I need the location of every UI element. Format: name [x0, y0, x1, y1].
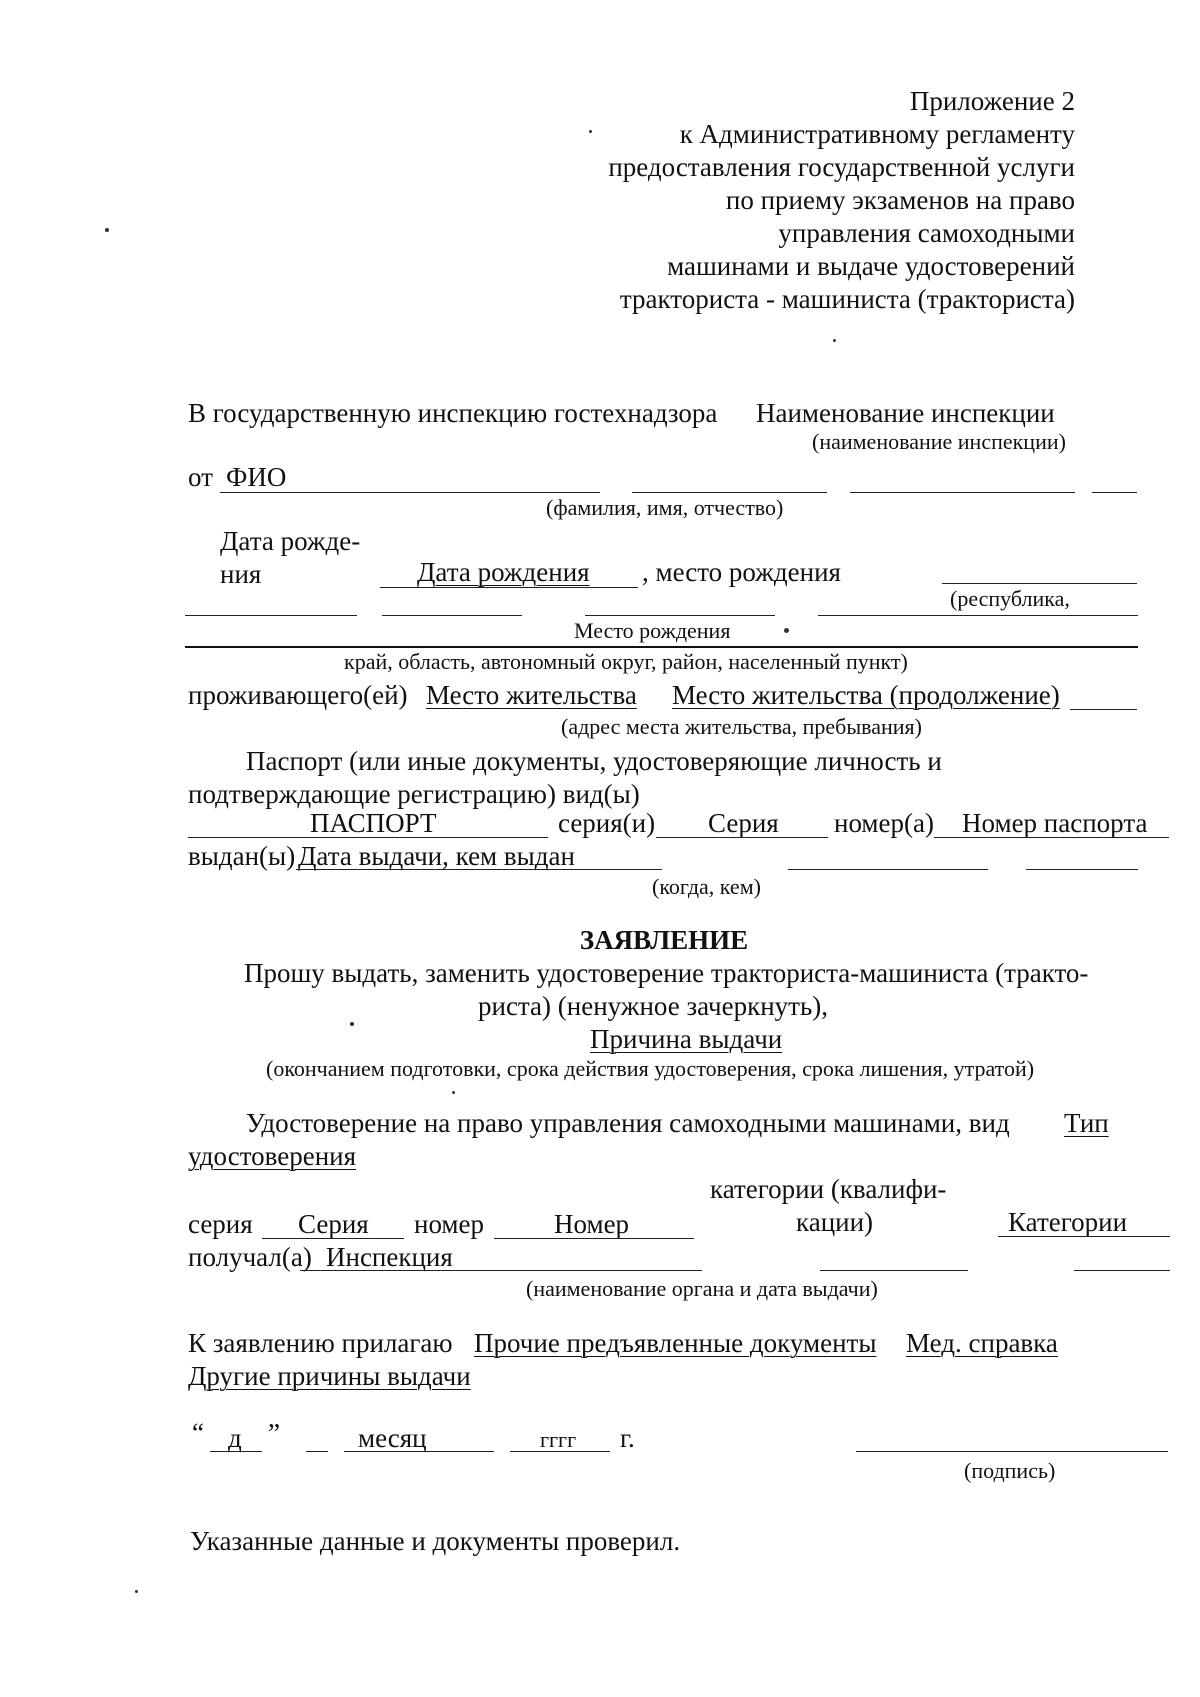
passport-intro-2: подтверждающие регистрацию) вид(ы) [188, 779, 640, 809]
request-line-2: риста) (ненужное зачеркнуть), [478, 991, 829, 1021]
date-open-quote: “ [192, 1418, 204, 1448]
fio-caption: (фамилия, имя, отчество) [546, 495, 784, 520]
date-year-suffix: г. [620, 1423, 635, 1453]
header-line-2: к Административному регламенту [679, 119, 1075, 149]
appendix-number: Приложение 2 [909, 86, 1075, 116]
passport-series-underline [656, 837, 828, 838]
attachments-label: К заявлению прилагаю [188, 1328, 453, 1358]
residence-field-2[interactable]: Место жительства (продолжение) [672, 680, 1060, 710]
birthplace-underline-6 [185, 646, 1138, 648]
passport-type-underline [188, 837, 548, 838]
passport-number-label: номер(а) [834, 808, 934, 838]
reason-caption: (окончанием подготовки, срока действия удостоверения, срока лишения, утратой) [266, 1056, 1035, 1081]
signature-underline [856, 1451, 1168, 1452]
license-received-label: получал(а) [188, 1242, 312, 1272]
header-line-6: машинами и выдаче удостоверений [667, 251, 1075, 281]
header-line-4: по приему экзаменов на право [725, 185, 1075, 215]
birthplace-label: , место рождения [642, 557, 841, 587]
categories-label-2: кации) [796, 1207, 874, 1237]
birthplace-underline-4 [585, 615, 775, 616]
license-number-underline [494, 1238, 694, 1239]
passport-series-label: серия(и) [558, 808, 656, 838]
license-number-label: номер [414, 1209, 485, 1239]
license-line-1: Удостоверение на право управления самоходными машинами, вид [246, 1108, 1010, 1138]
birthplace-underline-2 [185, 615, 357, 616]
scan-speck [350, 1022, 354, 1026]
birthplace-caption-2: край, область, автономный округ, район, населенный пункт) [344, 649, 908, 674]
scan-speck [135, 1590, 138, 1593]
header-line-5: управления самоходными [778, 218, 1075, 248]
license-categories-field[interactable]: Категории [1008, 1207, 1128, 1237]
license-received-field[interactable]: Инспекция [326, 1242, 453, 1272]
scan-speck [833, 339, 836, 342]
dob-label-1: Дата рожде- [220, 526, 361, 556]
license-series-label: серия [188, 1209, 253, 1239]
addressee-prefix: В государственную инспекцию гостехнадзора [188, 398, 718, 428]
date-close-quote: ” [268, 1418, 280, 1448]
fio-underline-4 [1092, 492, 1137, 493]
passport-issued-underline-3 [1026, 869, 1138, 870]
license-type-field-2[interactable]: удостоверения [188, 1141, 357, 1171]
birthplace-underline-3 [382, 615, 522, 616]
passport-number-underline [934, 837, 1169, 838]
scan-speck [452, 1091, 455, 1094]
scan-speck [589, 130, 592, 133]
dob-underline [380, 587, 638, 588]
scan-speck [105, 228, 109, 232]
residence-field[interactable]: Место жительства [426, 680, 637, 710]
attachments-field-3[interactable]: Другие причины выдачи [188, 1361, 471, 1391]
reason-field[interactable]: Причина выдачи [590, 1024, 783, 1054]
date-month-field[interactable]: месяц [358, 1423, 427, 1453]
birthplace-caption-1: (республика, [950, 586, 1070, 611]
header-line-3: предоставления государственной услуги [608, 152, 1075, 182]
passport-number-field[interactable]: Номер паспорта [962, 808, 1148, 838]
passport-issued-underline-1 [296, 869, 662, 870]
statement-title: ЗАЯВЛЕНИЕ [579, 925, 749, 955]
categories-label-1: категории (квалифи- [710, 1174, 947, 1204]
license-received-underline-1 [300, 1270, 702, 1271]
residence-underline [1070, 709, 1137, 710]
attachments-field-2[interactable]: Мед. справка [906, 1328, 1058, 1358]
residence-label: проживающего(ей) [188, 680, 408, 710]
inspection-caption: (наименование инспекции) [812, 429, 1066, 454]
fio-field[interactable]: ФИО [226, 462, 287, 492]
birthplace-underline-5 [818, 615, 1138, 616]
inspection-name-field[interactable]: Наименование инспекции [756, 398, 1055, 428]
license-series-field[interactable]: Серия [298, 1209, 369, 1239]
passport-intro-1: Паспорт (или иные документы, удостоверяющие личность и [246, 746, 942, 776]
passport-issued-caption: (когда, кем) [652, 874, 761, 899]
license-type-field[interactable]: Тип [1064, 1108, 1109, 1138]
dob-field[interactable]: Дата рождения [417, 557, 590, 587]
date-month-underline [344, 1451, 494, 1452]
attachments-field-1[interactable]: Прочие предъявленные документы [474, 1328, 877, 1358]
license-received-underline-3 [1074, 1270, 1170, 1271]
passport-issued-underline-2 [788, 869, 988, 870]
date-dash [306, 1451, 328, 1452]
license-categories-underline [998, 1236, 1170, 1237]
dob-label-2: ния [220, 559, 262, 589]
header-line-7: тракториста - машиниста (тракториста) [619, 284, 1075, 314]
passport-issued-field[interactable]: Дата выдачи, кем выдан [298, 841, 575, 871]
passport-type-field[interactable]: ПАСПОРТ [310, 808, 437, 838]
license-series-underline [262, 1238, 404, 1239]
verified-note: Указанные данные и документы проверил. [190, 1526, 681, 1556]
date-year-underline [510, 1451, 610, 1452]
date-year-field[interactable]: гггг [540, 1427, 577, 1452]
fio-underline-3 [850, 492, 1075, 493]
license-received-underline-2 [820, 1270, 968, 1271]
residence-caption: (адрес места жительства, пребывания) [561, 714, 922, 739]
signature-caption: (подпись) [964, 1458, 1056, 1483]
from-label: от [188, 462, 213, 492]
date-day-field[interactable]: д [228, 1423, 242, 1453]
speck [784, 628, 789, 633]
fio-underline-2 [632, 492, 827, 493]
date-day-underline [210, 1451, 262, 1452]
fio-underline [220, 492, 600, 493]
request-line-1: Прошу выдать, заменить удостоверение тракториста-машиниста (тракто- [244, 958, 1089, 988]
license-received-caption: (наименование органа и дата выдачи) [526, 1276, 878, 1301]
birthplace-underline-1 [942, 583, 1137, 584]
license-number-field[interactable]: Номер [554, 1209, 630, 1239]
passport-series-field[interactable]: Серия [708, 808, 779, 838]
birthplace-field[interactable]: Место рождения [574, 618, 731, 643]
passport-issued-label: выдан(ы) [188, 841, 296, 871]
